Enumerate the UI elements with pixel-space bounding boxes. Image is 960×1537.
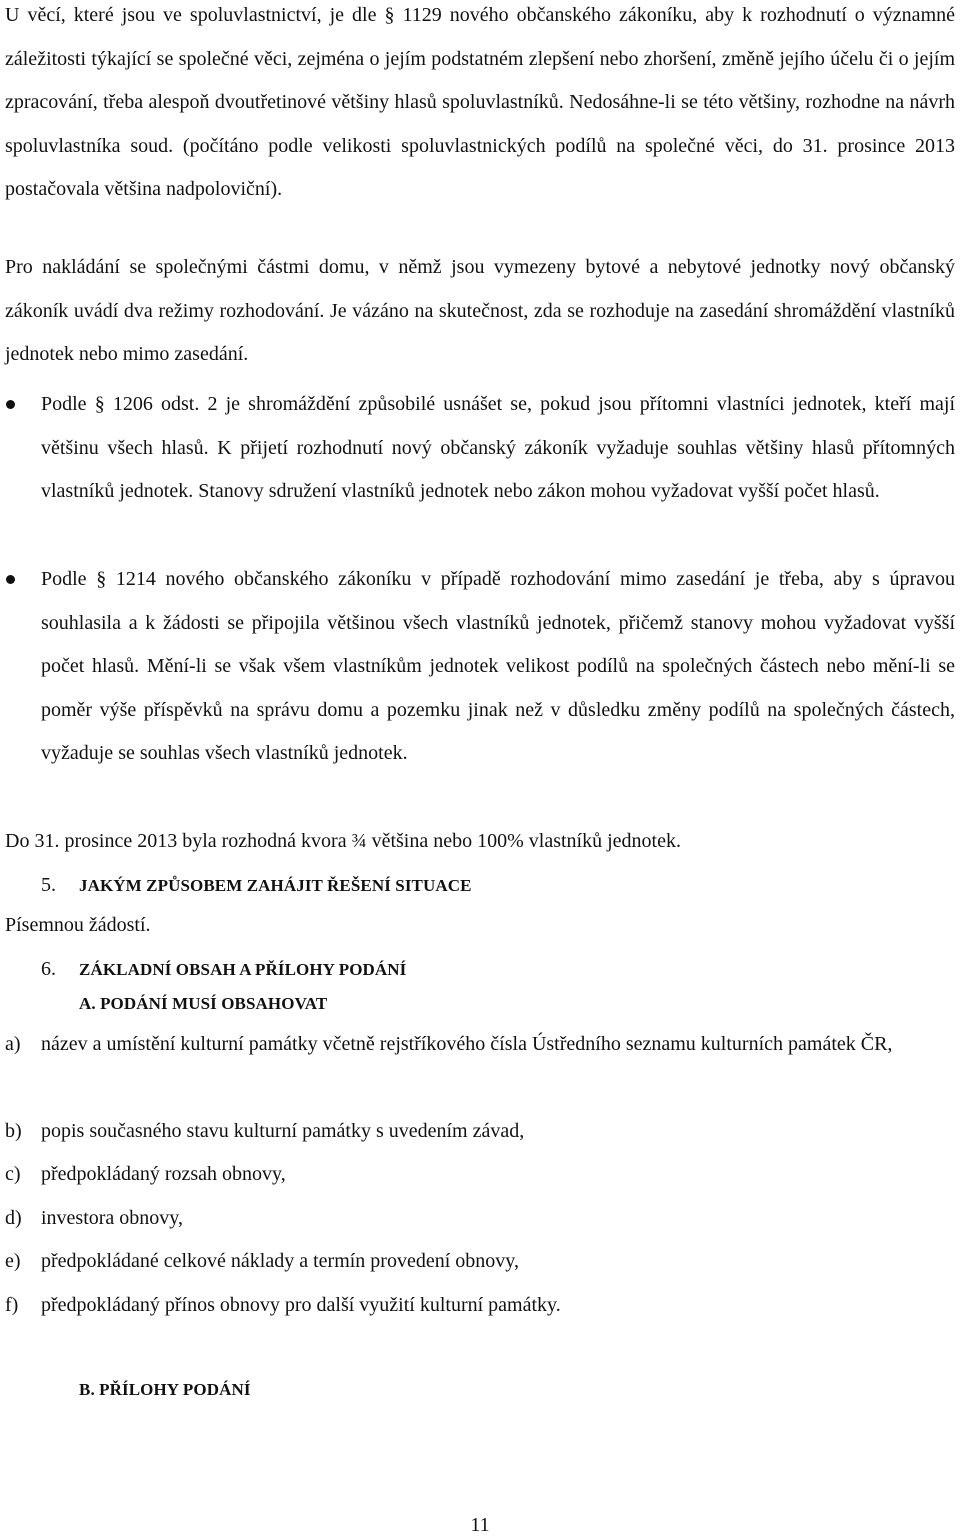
subheading-a: A. PODÁNÍ MUSÍ OBSAHOVAT — [79, 994, 328, 1013]
list-item-text: název a umístění kulturní památky včetně rejstříkového čísla Ústředního seznamu kulturních památek ČR, — [41, 1033, 893, 1055]
list-item-text: předpokládaný přínos obnovy pro další využití kulturní památky. — [41, 1294, 561, 1316]
list-item-text: předpokládaný rozsah obnovy, — [41, 1163, 286, 1185]
paragraph-co-ownership: U věcí, které jsou ve spoluvlastnictví, je dle § 1129 nového občanského zákoníku, aby k rozhodnutí o významné záležitosti týkající se společné věci, zejména o jejím podstatném zlepšení nebo zhoršení, změně jejího účelu či o jejím zpracování, třeba alespoň dvoutřetinové většiny hlasů spoluvlastníků. Nedosáhne-li se této většiny, rozhodne na návrh spoluvlastníka soud. (počítáno podle velikosti spoluvlastnických podílů na společné věci, do 31. prosince 2013 postačovala většina nadpoloviční). — [5, 4, 955, 200]
list-marker: b) — [5, 1120, 22, 1142]
bullet-icon — [6, 400, 15, 409]
list-marker: a) — [5, 1033, 21, 1055]
list-item-text: popis současného stavu kulturní památky s uvedením závad, — [41, 1120, 525, 1142]
list-marker: f) — [5, 1294, 19, 1316]
bullet-item-meeting: Podle § 1206 odst. 2 je shromáždění způsobilé usnášet se, pokud jsou přítomni vlastníci jednotek, kteří mají většinu všech hlasů. K přijetí rozhodnutí nový občanský zákoník vyžaduje souhlas většiny hlasů přítomných vlastníků jednotek. Stanovy sdružení vlastníků jednotek nebo zákon mohou vyžadovat vyšší počet hlasů. — [41, 393, 955, 502]
paragraph-quorum: Do 31. prosince 2013 byla rozhodná kvora ¾ většina nebo 100% vlastníků jednotek. — [5, 830, 681, 852]
section-5-number: 5. — [41, 874, 56, 896]
page-number: 11 — [470, 1514, 490, 1536]
list-item-text: předpokládané celkové náklady a termín provedení obnovy, — [41, 1250, 519, 1272]
list-marker: e) — [5, 1250, 21, 1272]
bullet-icon — [6, 575, 15, 584]
list-item-text: investora obnovy, — [41, 1207, 184, 1229]
section-6-heading: ZÁKLADNÍ OBSAH A PŘÍLOHY PODÁNÍ — [79, 960, 407, 979]
section-6-number: 6. — [41, 958, 56, 980]
list-marker: d) — [5, 1207, 22, 1229]
section-5-heading: JAKÝM ZPŮSOBEM ZAHÁJIT ŘEŠENÍ SITUACE — [79, 876, 472, 895]
bullet-item-outside-meeting: Podle § 1214 nového občanského zákoníku v případě rozhodování mimo zasedání je třeba, aby s úpravou souhlasila a k žádosti se připojila většinou všech vlastníků jednotek, přičemž stanovy mohou vyžadovat vyšší počet hlasů. Mění-li se však všem vlastníkům jednotek velikost podílů na společných částech nebo mění-li se poměr výše příspěvků na správu domu a pozemku jinak než v důsledku změny podílů na společných částech, vyžaduje se souhlas všech vlastníků jednotek. — [41, 568, 955, 764]
list-marker: c) — [5, 1163, 21, 1185]
section-5-text: Písemnou žádostí. — [5, 914, 151, 936]
subheading-b: B. PŘÍLOHY PODÁNÍ — [79, 1380, 251, 1399]
paragraph-common-parts: Pro nakládání se společnými částmi domu, v němž jsou vymezeny bytové a nebytové jednotky nový občanský zákoník uvádí dva režimy rozhodování. Je vázáno na skutečnost, zda se rozhoduje na zasedání shromáždění vlastníků jednotek nebo mimo zasedání. — [5, 256, 955, 365]
